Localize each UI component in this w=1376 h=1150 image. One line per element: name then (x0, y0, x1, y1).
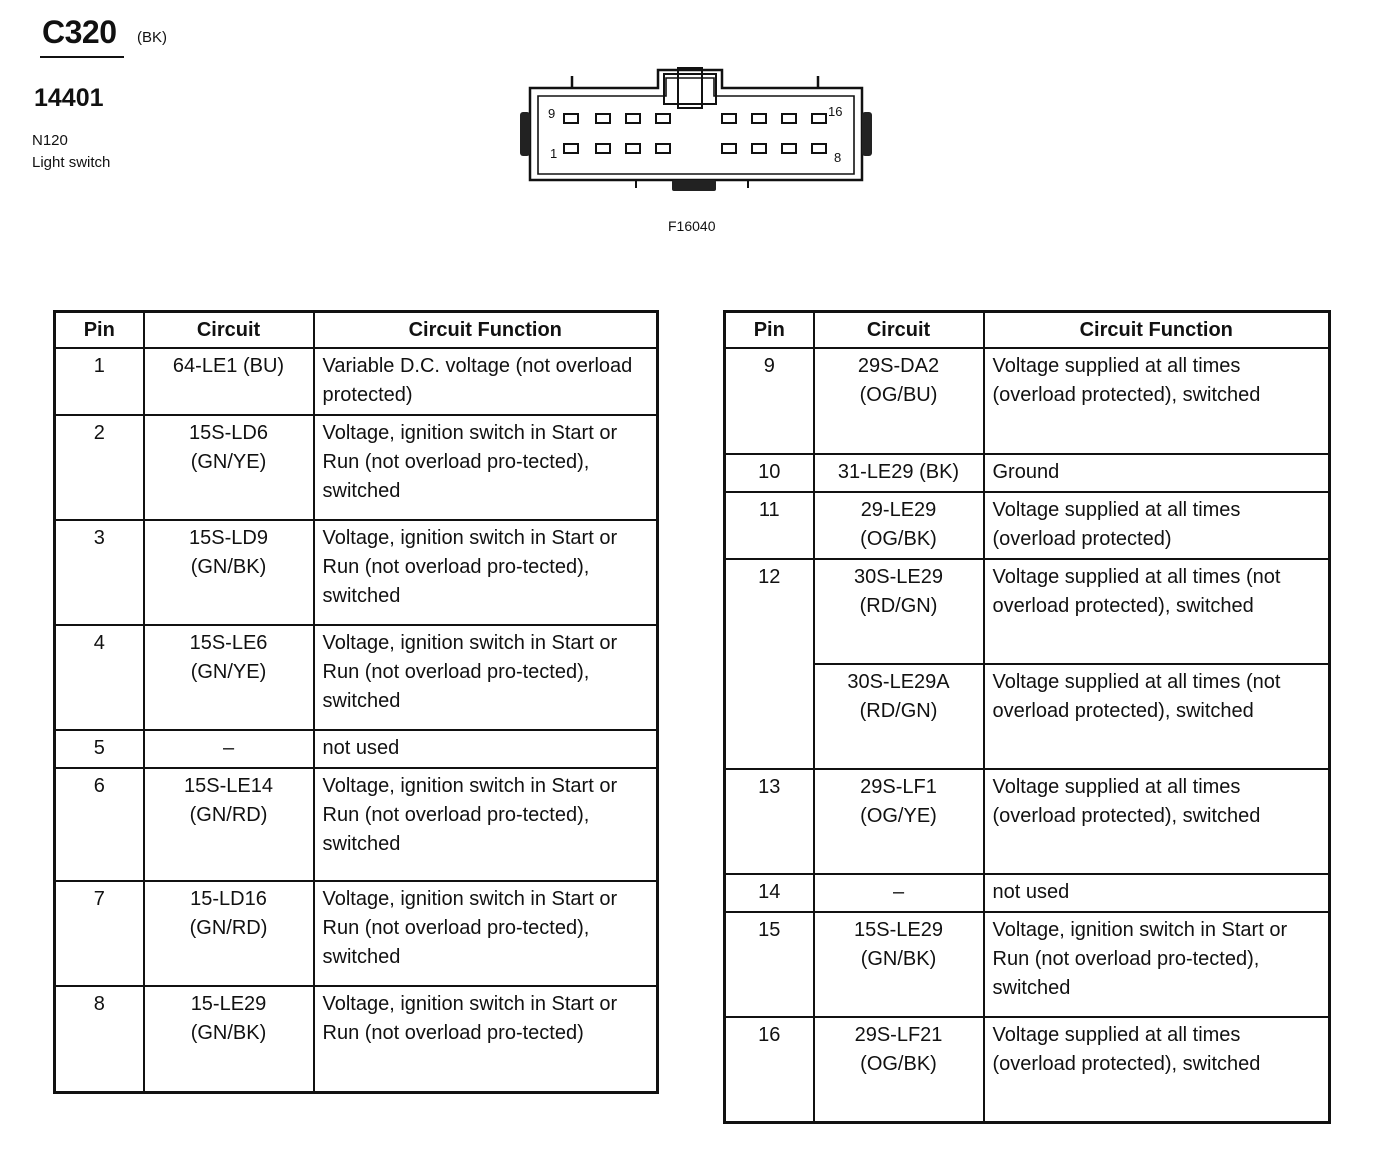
circuit-function: Voltage, ignition switch in Start or Run (not overload pro-tected) (314, 986, 658, 1092)
circuit-function: not used (984, 874, 1330, 912)
circuit-function: Variable D.C. voltage (not overload protected) (314, 348, 658, 415)
table-row (55, 415, 658, 520)
circuit-id: 29-LE29 (OG/BK) (814, 492, 984, 559)
pin-number: 7 (55, 881, 144, 986)
circuit-id: 15-LD16 (GN/RD) (144, 881, 314, 986)
pin-label-top-right: 16 (828, 104, 843, 119)
circuit-id: – (814, 874, 984, 912)
pin-table-left (53, 310, 659, 1094)
table-row (55, 768, 658, 881)
pin-table-right (723, 310, 1331, 1124)
circuit-id: 30S-LE29A (RD/GN) (814, 664, 984, 769)
circuit-function: Voltage supplied at all times (overload protected), switched (984, 348, 1330, 454)
circuit-id: 64-LE1 (BU) (144, 348, 314, 415)
circuit-function: Voltage, ignition switch in Start or Run (not overload pro-tected), switched (314, 625, 658, 730)
circuit-id: 15S-LD6 (GN/YE) (144, 415, 314, 520)
table-header-row (55, 312, 658, 349)
table-row (725, 912, 1330, 1017)
pin-number: 4 (55, 625, 144, 730)
connector-face-diagram (516, 64, 876, 194)
connector-color: (BK) (137, 29, 167, 46)
table-row (725, 664, 1330, 769)
pin-number: 10 (725, 454, 814, 492)
pin-number: 12 (725, 559, 814, 769)
table-row (55, 881, 658, 986)
circuit-function: Voltage supplied at all times (overload protected) (984, 492, 1330, 559)
pin-label-bottom-left: 1 (550, 146, 558, 161)
circuit-id: 15-LE29 (GN/BK) (144, 986, 314, 1092)
table-row (55, 625, 658, 730)
circuit-function: Voltage, ignition switch in Start or Run (not overload pro-tected), switched (314, 768, 658, 881)
circuit-function: Ground (984, 454, 1330, 492)
circuit-id: 15S-LD9 (GN/BK) (144, 520, 314, 625)
table-row (725, 559, 1330, 664)
circuit-function: Voltage, ignition switch in Start or Run (not overload pro-tected), switched (314, 881, 658, 986)
pin-number: 11 (725, 492, 814, 559)
pin-number: 2 (55, 415, 144, 520)
circuit-function: Voltage, ignition switch in Start or Run (not overload pro-tected), switched (984, 912, 1330, 1017)
header-function: Circuit Function (314, 312, 658, 349)
figure-id: F16040 (668, 218, 716, 234)
pin-number: 8 (55, 986, 144, 1092)
circuit-id: 15S-LE14 (GN/RD) (144, 768, 314, 881)
pin-number: 5 (55, 730, 144, 768)
table-header-row (725, 312, 1330, 349)
pin-label-top-left: 9 (548, 106, 556, 121)
circuit-function: Voltage supplied at all times (overload protected), switched (984, 769, 1330, 874)
circuit-function: Voltage supplied at all times (overload protected), switched (984, 1017, 1330, 1122)
pin-number: 15 (725, 912, 814, 1017)
connector-id-underline (40, 56, 124, 58)
circuit-function: Voltage, ignition switch in Start or Run (not overload pro-tected), switched (314, 520, 658, 625)
table-row (725, 874, 1330, 912)
table-row (55, 348, 658, 415)
table-row (725, 769, 1330, 874)
pin-label-bottom-right: 8 (834, 150, 842, 165)
header-pin: Pin (55, 312, 144, 349)
circuit-id: – (144, 730, 314, 768)
part-number: 14401 (34, 84, 104, 112)
header-circuit: Circuit (814, 312, 984, 349)
pin-number: 3 (55, 520, 144, 625)
header-circuit: Circuit (144, 312, 314, 349)
table-row (725, 492, 1330, 559)
circuit-id: 29S-LF21 (OG/BK) (814, 1017, 984, 1122)
circuit-id: 15S-LE6 (GN/YE) (144, 625, 314, 730)
circuit-id: 29S-DA2 (OG/BU) (814, 348, 984, 454)
header-pin: Pin (725, 312, 814, 349)
table-row (725, 348, 1330, 454)
table-row (55, 986, 658, 1092)
circuit-id: 31-LE29 (BK) (814, 454, 984, 492)
pin-number: 9 (725, 348, 814, 454)
table-row (55, 520, 658, 625)
pin-number: 14 (725, 874, 814, 912)
component-code: N120 (32, 132, 68, 149)
circuit-id: 29S-LF1 (OG/YE) (814, 769, 984, 874)
pin-number: 6 (55, 768, 144, 881)
component-name: Light switch (32, 154, 111, 171)
circuit-function: Voltage supplied at all times (not overload protected), switched (984, 664, 1330, 769)
circuit-id: 30S-LE29 (RD/GN) (814, 559, 984, 664)
pin-number: 1 (55, 348, 144, 415)
table-row (55, 730, 658, 768)
table-row (725, 454, 1330, 492)
circuit-id: 15S-LE29 (GN/BK) (814, 912, 984, 1017)
pin-number: 13 (725, 769, 814, 874)
circuit-function: Voltage supplied at all times (not overload protected), switched (984, 559, 1330, 664)
pin-number: 16 (725, 1017, 814, 1122)
circuit-function: Voltage, ignition switch in Start or Run (not overload pro-tected), switched (314, 415, 658, 520)
table-row (725, 1017, 1330, 1122)
circuit-function: not used (314, 730, 658, 768)
connector-id: C320 (42, 14, 117, 50)
header-function: Circuit Function (984, 312, 1330, 349)
